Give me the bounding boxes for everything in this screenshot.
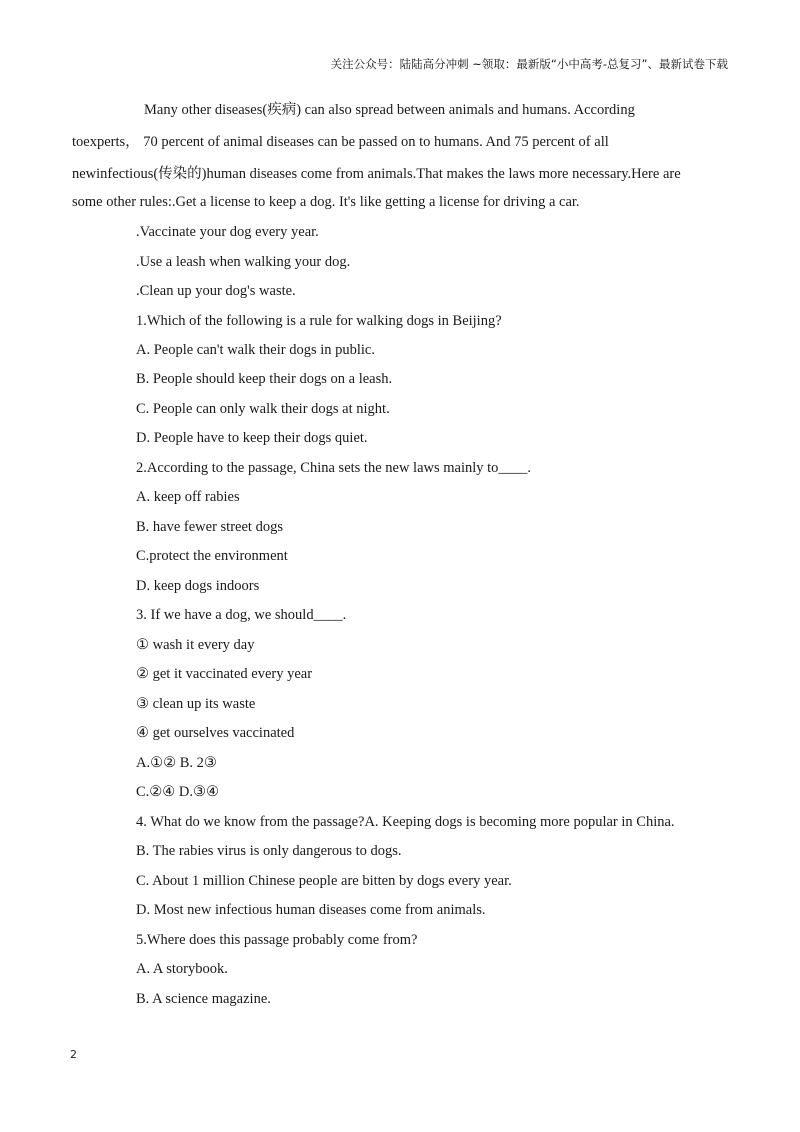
- question-4-stem: 4. What do we know from the passage?A. Keeping dogs is becoming more popular in China.: [136, 814, 675, 830]
- question-3-option: ① wash it every day: [136, 637, 255, 653]
- question-2-option: A. keep off rabies: [136, 489, 240, 505]
- question-5-stem: 5.Where does this passage probably come from?: [136, 932, 418, 948]
- question-2-option: C.protect the environment: [136, 548, 288, 564]
- question-2-option: D. keep dogs indoors: [136, 578, 260, 594]
- question-4-option: B. The rabies virus is only dangerous to dogs.: [136, 843, 402, 859]
- rule-leash: .Use a leash when walking your dog.: [136, 254, 351, 270]
- rule-clean-up: .Clean up your dog's waste.: [136, 283, 296, 299]
- question-5-option: B. A science magazine.: [136, 991, 271, 1007]
- question-3-option: ③ clean up its waste: [136, 696, 256, 712]
- question-3-choice: A.①② B. 2③: [136, 755, 217, 771]
- passage-line: toexperts， 70 percent of animal diseases can be passed on to humans. And 75 percent of all: [72, 134, 609, 150]
- question-3-option: ② get it vaccinated every year: [136, 666, 313, 682]
- rule-vaccinate: .Vaccinate your dog every year.: [136, 224, 319, 240]
- page-number: 2: [70, 1048, 77, 1061]
- question-1-stem: 1.Which of the following is a rule for walking dogs in Beijing?: [136, 313, 502, 329]
- passage-line: newinfectious(传染的)human diseases come from animals.That makes the laws more necessary.Here are: [72, 166, 681, 182]
- question-3-option: ④ get ourselves vaccinated: [136, 725, 295, 741]
- passage-line: Many other diseases(疾病) can also spread between animals and humans. According: [144, 102, 635, 118]
- question-1-option: D. People have to keep their dogs quiet.: [136, 430, 368, 446]
- question-3-stem: 3. If we have a dog, we should____.: [136, 607, 347, 623]
- question-4-option: C. About 1 million Chinese people are bitten by dogs every year.: [136, 873, 512, 889]
- question-1-option: A. People can't walk their dogs in public.: [136, 342, 375, 358]
- passage-line: some other rules:.Get a license to keep a dog. It's like getting a license for driving a car.: [72, 194, 580, 210]
- question-5-option: A. A storybook.: [136, 961, 228, 977]
- question-4-option: D. Most new infectious human diseases come from animals.: [136, 902, 486, 918]
- question-2-stem: 2.According to the passage, China sets the new laws mainly to____.: [136, 460, 532, 476]
- question-1-option: C. People can only walk their dogs at night.: [136, 401, 390, 417]
- question-2-option: B. have fewer street dogs: [136, 519, 283, 535]
- question-3-choice: C.②④ D.③④: [136, 784, 220, 800]
- page-header-notice: 关注公众号：陆陆高分冲刺 ~领取：最新版“小中高考-总复习”、最新试卷下载: [330, 57, 728, 71]
- question-1-option: B. People should keep their dogs on a leash.: [136, 371, 393, 387]
